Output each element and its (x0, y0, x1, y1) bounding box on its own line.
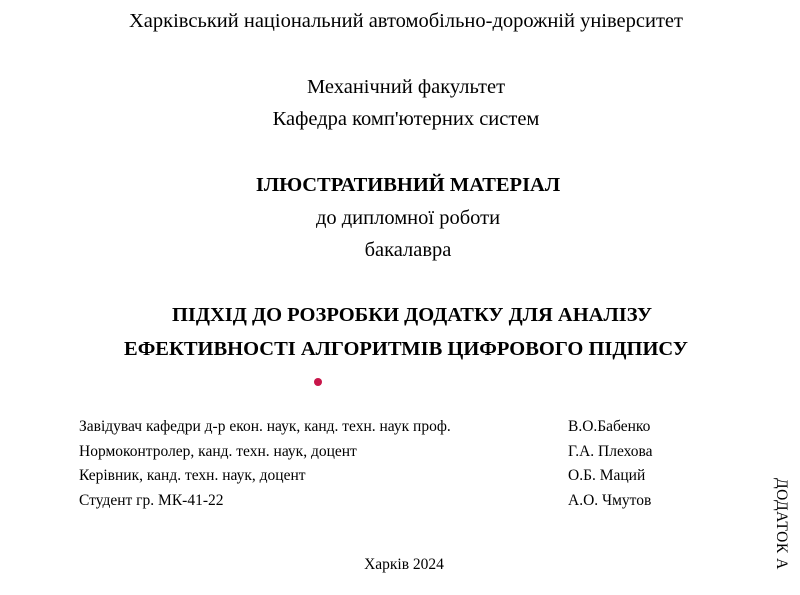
university-name: Харківський національний автомобільно-дорожній університет (129, 10, 683, 32)
document-degree: бакалавра (364, 239, 452, 261)
signatory-role: Студент гр. МК-41-22 (79, 492, 224, 509)
cursor-marker-dot (314, 378, 322, 386)
signatory-name: В.О.Бабенко (568, 418, 651, 435)
topic-title-line-1: ПІДХІД ДО РОЗРОБКИ ДОДАТКУ ДЛЯ АНАЛІЗУ (171, 304, 653, 326)
signatory-name: Г.А. Плехова (568, 443, 653, 460)
document-purpose: до дипломної роботи (315, 207, 501, 229)
signatory-role: Нормоконтролер, канд. техн. наук, доцент (79, 443, 357, 460)
signatory-name: О.Б. Маций (568, 467, 646, 484)
signatory-row (0, 492, 800, 516)
city-year: Харків 2024 (364, 556, 444, 573)
document-type-title: ІЛЮСТРАТИВНИЙ МАТЕРІАЛ (255, 174, 561, 196)
signatory-role: Керівник, канд. техн. наук, доцент (79, 467, 306, 484)
faculty-name: Механічний факультет (306, 76, 506, 98)
department-name: Кафедра комп'ютерних систем (272, 108, 540, 130)
signatory-role: Завідувач кафедри д-р екон. наук, канд. техн. наук проф. (79, 418, 451, 435)
signatory-row (0, 418, 800, 442)
signatory-name: А.О. Чмутов (568, 492, 652, 509)
signatory-row (0, 467, 800, 491)
appendix-label: ДОДАТОК А (773, 478, 790, 570)
signatory-row (0, 443, 800, 467)
topic-title-line-2: ЕФЕКТИВНОСТІ АЛГОРИТМІВ ЦИФРОВОГО ПІДПИСУ (124, 338, 688, 360)
